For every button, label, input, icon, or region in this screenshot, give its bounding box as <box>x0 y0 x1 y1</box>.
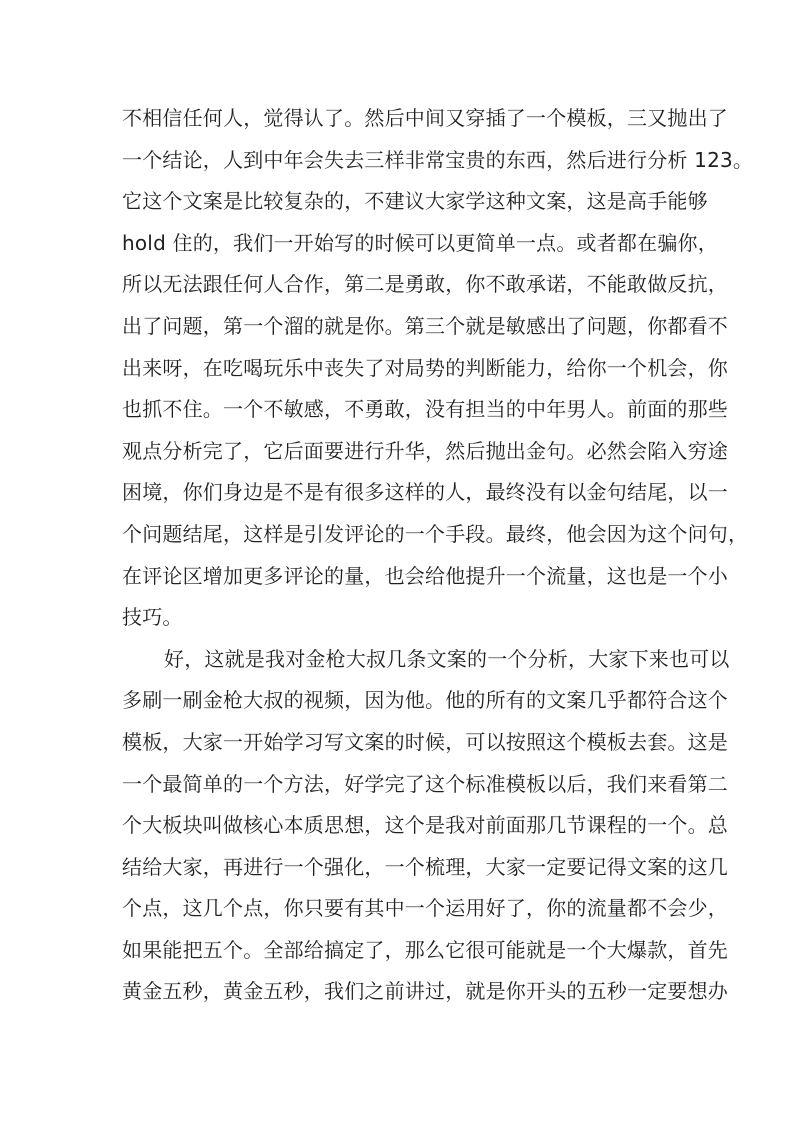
text-line: 一个最简单的一个方法，好学完了这个标准模板以后，我们来看第二 <box>122 771 728 796</box>
text-line: 黄金五秒，黄金五秒，我们之前讲过，就是你开头的五秒一定要想办 <box>122 979 728 1004</box>
text-line: 所以无法跟任何人合作，第二是勇敢，你不敢承诺，不能敢做反抗， <box>122 272 728 297</box>
text-line: 也抓不住。一个不敏感，不勇敢，没有担当的中年男人。前面的那些 <box>122 397 728 422</box>
body-text <box>122 98 754 1013</box>
text-line: 不相信任何人，觉得认了。然后中间又穿插了一个模板，三又抛出了 <box>122 106 728 130</box>
paragraph-first-line: 好，这就是我对金枪大叔几条文案的一个分析，大家下来也可以 <box>164 646 730 671</box>
text-line: 它这个文案是比较复杂的，不建议大家学这种文案，这是高手能够 <box>122 189 708 214</box>
text-line: 技巧。 <box>122 605 183 630</box>
text-line: 结给大家，再进行一个强化，一个梳理，大家一定要记得文案的这几 <box>122 854 728 879</box>
text-line: 出来呀，在吃喝玩乐中丧失了对局势的判断能力，给你一个机会，你 <box>122 355 728 380</box>
text-line: 困境，你们身边是不是有很多这样的人，最终没有以金句结尾，以一 <box>122 480 728 505</box>
text-line: 观点分析完了，它后面要进行升华，然后抛出金句。必然会陷入穷途 <box>122 438 728 463</box>
text-line: 在评论区增加更多评论的量，也会给他提升一个流量，这也是一个小 <box>122 563 728 588</box>
text-line: 个问题结尾，这样是引发评论的一个手段。最终，他会因为这个问句， <box>122 521 749 546</box>
text-line: 一个结论，人到中年会失去三样非常宝贵的东西，然后进行分析 123。 <box>122 147 754 172</box>
text-line: 多刷一刷金枪大叔的视频，因为他。他的所有的文案几乎都符合这个 <box>122 688 728 713</box>
text-line: 个点，这几个点，你只要有其中一个运用好了，你的流量都不会少， <box>122 896 728 921</box>
text-line: 模板，大家一开始学习写文案的时候，可以按照这个模板去套。这是 <box>122 729 728 754</box>
text-line: 如果能把五个。全部给搞定了，那么它很可能就是一个大爆款，首先 <box>122 937 728 962</box>
text-line: 个大板块叫做核心本质思想，这个是我对前面那几节课程的一个。总 <box>122 813 728 838</box>
text-line: 出了问题，第一个溜的就是你。第三个就是敏感出了问题，你都看不 <box>122 313 728 338</box>
text-line: hold 住的，我们一开始写的时候可以更简单一点。或者都在骗你， <box>122 230 718 255</box>
